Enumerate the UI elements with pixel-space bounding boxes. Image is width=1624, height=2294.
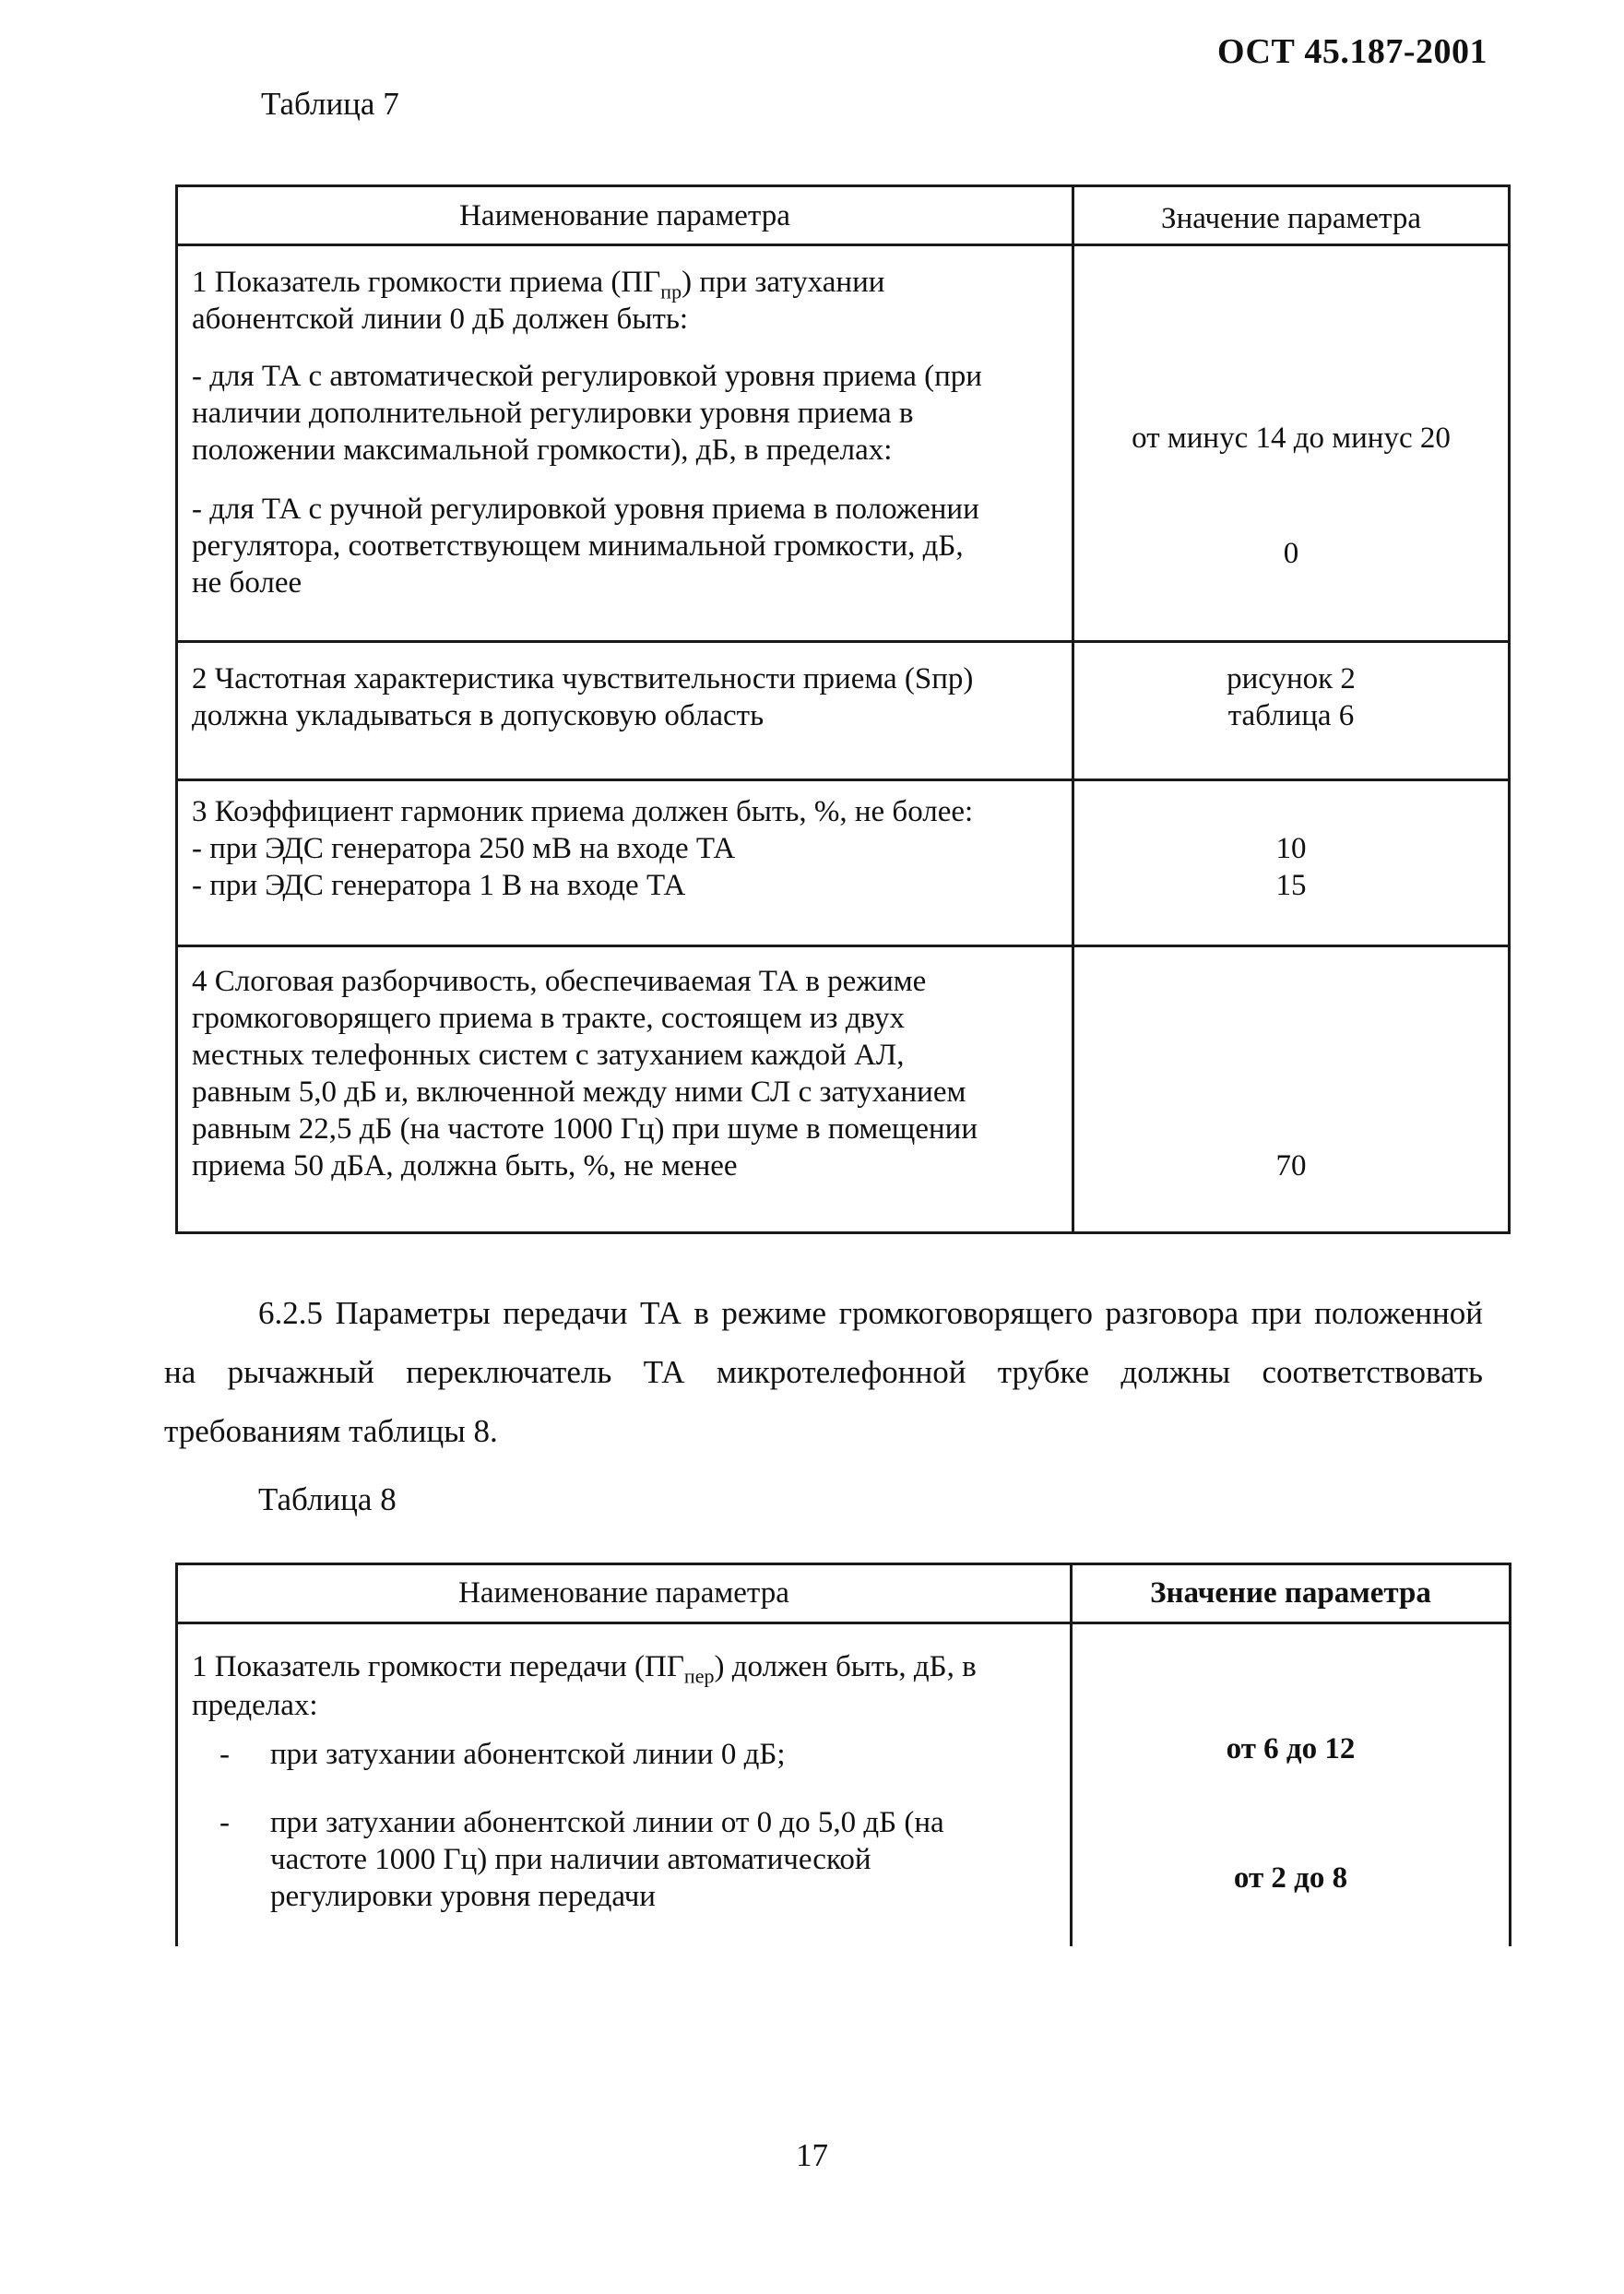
table7-r2-value1: рисунок 2: [1227, 662, 1356, 695]
table7-r1-a-line1: - для ТА с автоматической регулировкой уровня приема (при: [192, 360, 982, 393]
table7-r3-line1: 3 Коэффициент гармоник приема должен быть, %, не более:: [192, 795, 974, 828]
table7-r1-b-line1: - для ТА с ручной регулировкой уровня приема в положении: [192, 493, 979, 526]
table8-r1-a-line1: при затухании абонентской линии 0 дБ;: [270, 1738, 786, 1771]
table8-r1-intro: 1 Показатель громкости передачи $(ПГ_{пер})$ должен быть, дБ, в: [192, 1650, 977, 1688]
table7-r4-line6: приема 50 дБА, должна быть, %, не менее: [192, 1149, 738, 1183]
table7-r4-line2: громкоговорящего приема в тракте, состоящем из двух: [192, 1002, 905, 1035]
table7-right-border: [1508, 184, 1511, 1234]
table8-r1-b-line2: частоте 1000 Гц) при наличии автоматической: [270, 1843, 871, 1876]
table8-header-value: Значение параметра: [1150, 1576, 1431, 1610]
table7-header-value: Значение параметра: [1161, 202, 1421, 235]
table8-top-border: [175, 1563, 1511, 1565]
table7-r3-value1: 10: [1275, 832, 1307, 865]
list-dash: -: [219, 1806, 230, 1839]
table7-r2-value2: таблица 6: [1227, 699, 1355, 732]
table7-row-divider: [175, 779, 1511, 781]
table8-r1-intro-line2: пределах:: [192, 1689, 318, 1722]
table7-bottom-border: [175, 1231, 1511, 1234]
table7-r1-a-value: от минус 14 до минус 20: [1132, 422, 1451, 455]
table7-r1-b-value: 0: [1283, 537, 1299, 570]
table8-left-border: [175, 1563, 178, 1946]
table7-r1-a-line3: положении максимальной громкости), дБ, в пределах:: [192, 434, 893, 467]
table7-r2-line1: 2 Частотная характеристика чувствительности приема (Sпр): [192, 662, 974, 695]
table7-r1-b-line2: регулятора, соответствующем минимальной громкости, дБ,: [192, 529, 964, 563]
table7-r1-intro-line2: абонентской линии 0 дБ должен быть:: [192, 303, 689, 336]
table8-header-name: Наименование параметра: [458, 1576, 789, 1610]
paragraph-line-2: на рычажный переключатель ТА микротелефонной трубке должны соответствовать: [164, 1354, 1483, 1390]
table8-right-border: [1509, 1563, 1511, 1946]
table7-r4-line3: местных телефонных систем с затуханием каждой АЛ,: [192, 1039, 905, 1072]
table7-r3-line2: - при ЭДС генератора 250 мВ на входе ТА: [192, 832, 736, 865]
table7-top-border: [175, 184, 1511, 187]
table8-header-divider: [175, 1622, 1511, 1624]
table7-left-border: [175, 184, 178, 1234]
table7-r4-line1: 4 Слоговая разборчивость, обеспечиваемая ТА в режиме: [192, 965, 927, 998]
table7-row-divider: [175, 945, 1511, 947]
table7-r4-line5: равным 22,5 дБ (на частоте 1000 Гц) при шуме в помещении: [192, 1112, 978, 1146]
table8-r1-b-line3: регулировки уровня передачи: [270, 1880, 656, 1913]
table7-r4-line4: равным 5,0 дБ и, включенной между ними СЛ с затуханием: [192, 1076, 966, 1109]
table7-r2-line2: должна укладываться в допусковую область: [192, 699, 765, 732]
table7-r3-value2: 15: [1275, 869, 1307, 902]
list-dash: -: [219, 1738, 230, 1771]
document-code: ОСТ 45.187-2001: [1217, 32, 1488, 71]
table7-r1-a-line2: наличии дополнительной регулировки уровня приема в: [192, 397, 914, 430]
table7-r1-b-line3: не более: [192, 566, 302, 600]
table7-r3-line3: - при ЭДС генератора 1 В на входе ТА: [192, 869, 686, 902]
table7-r1-intro: 1 Показатель громкости приема $(ПГ_{пр})$ при затухании: [192, 266, 885, 303]
table7-r4-value: 70: [1275, 1149, 1307, 1183]
page-number: 17: [796, 2137, 828, 2173]
table7-caption: Таблица 7: [261, 86, 399, 122]
table7-header-name: Наименование параметра: [459, 199, 790, 232]
table8-r1-b-value: от 2 до 8: [1233, 1861, 1348, 1895]
table7-header-divider: [175, 244, 1511, 246]
table7-row-divider: [175, 640, 1511, 643]
table8-r1-a-value: от 6 до 12: [1226, 1732, 1356, 1765]
paragraph-line-3: требованиям таблицы 8.: [164, 1413, 498, 1449]
table8-r1-b-line1: при затухании абонентской линии от 0 до 5,0 дБ (на: [270, 1806, 944, 1839]
paragraph-6-2-5: [164, 1295, 1483, 1461]
paragraph-line-1: 6.2.5 Параметры передачи ТА в режиме громкоговорящего разговора при положенной: [258, 1295, 1483, 1331]
table8-caption: Таблица 8: [258, 1481, 397, 1517]
